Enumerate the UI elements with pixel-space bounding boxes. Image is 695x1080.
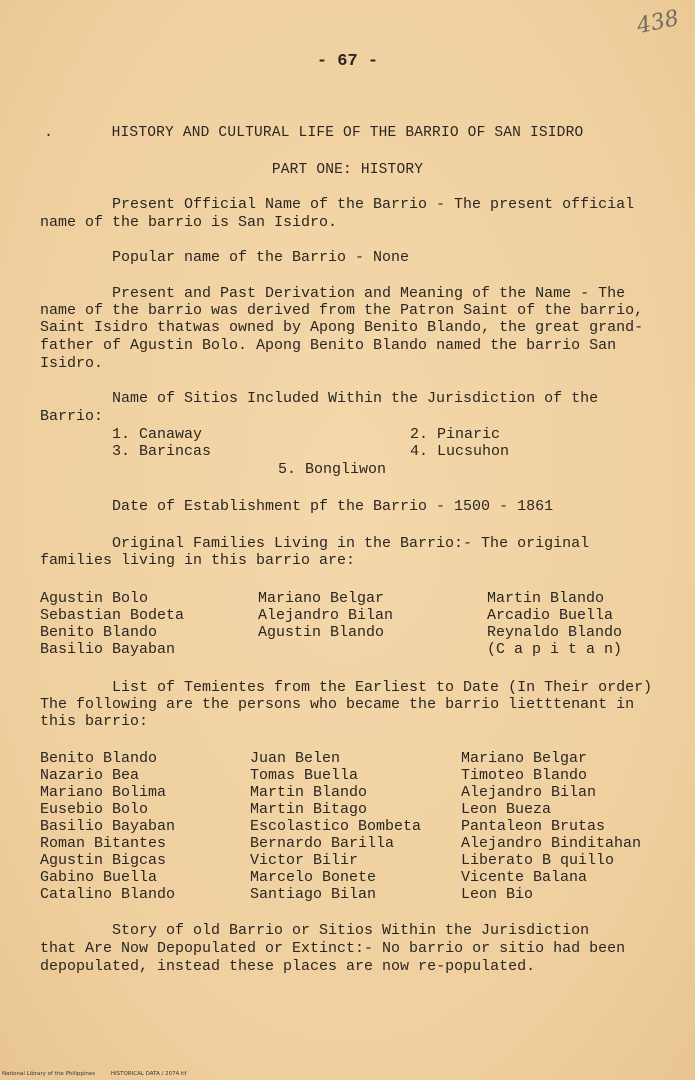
derivation-line-4: father of Agustin Bolo. Apong Benito Blando named the barrio San xyxy=(40,337,617,354)
teniente-name: Nazario Bea xyxy=(40,767,140,784)
sitios-heading-line-1: Name of Sitios Included Within the Jurisdiction of the xyxy=(112,390,599,407)
families-heading-line-1: Original Families Living in the Barrio:- The original xyxy=(112,535,590,552)
teniente-name: Alejandro Bilan xyxy=(461,784,597,801)
teniente-name: Escolastico Bombeta xyxy=(250,818,422,835)
part-heading: PART ONE: HISTORY xyxy=(271,162,424,178)
family-name: Martin Blando xyxy=(487,590,605,607)
family-name: Basilio Bayaban xyxy=(40,641,176,658)
teniente-name: Roman Bitantes xyxy=(40,835,167,852)
family-name: Mariano Belgar xyxy=(258,590,385,607)
family-name: (C a p i t a n) xyxy=(487,641,623,658)
popular-name: Popular name of the Barrio - None xyxy=(112,249,410,266)
sitio-item: 1. Canaway xyxy=(112,426,203,443)
official-name-line-2: name of the barrio is San Isidro. xyxy=(40,214,338,231)
teniente-name: Leon Bio xyxy=(461,886,534,903)
tenientes-column-3 xyxy=(461,750,641,903)
sitio-item: 4. Lucsuhon xyxy=(410,443,510,460)
tenientes-heading-line-1: List of Temientes from the Earliest to Date (In Their order) xyxy=(112,679,653,696)
family-name: Sebastian Bodeta xyxy=(40,607,185,624)
teniente-name: Mariano Bolima xyxy=(40,784,167,801)
footer-file: HISTORICAL DATA / 2074.tif xyxy=(110,1071,187,1077)
families-heading-line-2: families living in this barrio are: xyxy=(40,552,356,569)
teniente-name: Gabino Buella xyxy=(40,869,158,886)
page-number: - 67 - xyxy=(316,52,379,71)
tenientes-column-1 xyxy=(40,750,175,903)
tenientes-heading-line-2: The following are the persons who became the barrio lietttenant in xyxy=(40,696,635,713)
sitios-heading-line-2: Barrio: xyxy=(40,408,104,425)
derivation-line-1: Present and Past Derivation and Meaning of the Name - The xyxy=(112,285,626,302)
official-name-line-1: Present Official Name of the Barrio - The present official xyxy=(112,196,635,213)
teniente-name: Liberato B quillo xyxy=(461,852,615,869)
teniente-name: Benito Blando xyxy=(40,750,158,767)
teniente-name: Timoteo Blando xyxy=(461,767,588,784)
teniente-name: Eusebio Bolo xyxy=(40,801,149,818)
teniente-name: Marcelo Bonete xyxy=(250,869,377,886)
teniente-name: Mariano Belgar xyxy=(461,750,588,767)
family-name: Reynaldo Blando xyxy=(487,624,623,641)
document-title: HISTORY AND CULTURAL LIFE OF THE BARRIO OF SAN ISIDRO xyxy=(111,125,584,141)
families-column-2 xyxy=(258,590,393,641)
teniente-name: Bernardo Barilla xyxy=(250,835,395,852)
derivation-line-3: Saint Isidro thatwas owned by Apong Benito Blando, the great grand- xyxy=(40,319,644,336)
story-line-1: Story of old Barrio or Sitios Within the Jurisdiction xyxy=(112,922,590,939)
footer-library: National Library of the Philippines xyxy=(2,1071,96,1077)
teniente-name: Agustin Bigcas xyxy=(40,852,167,869)
family-name: Agustin Blando xyxy=(258,624,385,641)
families-column-3 xyxy=(487,590,622,658)
family-name: Benito Blando xyxy=(40,624,158,641)
handwritten-annotation: 438 xyxy=(634,5,682,40)
teniente-name: Tomas Buella xyxy=(250,767,359,784)
families-column-1 xyxy=(40,590,184,658)
sitio-item: 2. Pinaric xyxy=(410,426,501,443)
teniente-name: Pantaleon Brutas xyxy=(461,818,606,835)
teniente-name: Victor Bilir xyxy=(250,852,359,869)
tenientes-heading-line-3: this barrio: xyxy=(40,713,149,730)
teniente-name: Alejandro Binditahan xyxy=(461,835,642,852)
teniente-name: Leon Bueza xyxy=(461,801,552,818)
teniente-name: Basilio Bayaban xyxy=(40,818,176,835)
sitio-item: 3. Barincas xyxy=(112,443,212,460)
teniente-name: Vicente Balana xyxy=(461,869,588,886)
teniente-name: Martin Blando xyxy=(250,784,368,801)
tenientes-column-2 xyxy=(250,750,421,903)
teniente-name: Santiago Bilan xyxy=(250,886,377,903)
family-name: Agustin Bolo xyxy=(40,590,149,607)
bullet-mark: . xyxy=(44,124,54,141)
sitio-item: 5. Bongliwon xyxy=(278,461,387,478)
family-name: Arcadio Buella xyxy=(487,607,614,624)
story-line-3: depopulated, instead these places are now re-populated. xyxy=(40,958,536,975)
scan-footer xyxy=(0,1068,695,1080)
derivation-line-2: name of the barrio was derived from the Patron Saint of the barrio, xyxy=(40,302,644,319)
teniente-name: Catalino Blando xyxy=(40,886,176,903)
establishment-date: Date of Establishment pf the Barrio - 1500 - 1861 xyxy=(112,498,554,515)
teniente-name: Martin Bitago xyxy=(250,801,368,818)
teniente-name: Juan Belen xyxy=(250,750,341,767)
story-line-2: that Are Now Depopulated or Extinct:- No barrio or sitio had been xyxy=(40,940,626,957)
family-name: Alejandro Bilan xyxy=(258,607,394,624)
derivation-line-5: Isidro. xyxy=(40,355,104,372)
